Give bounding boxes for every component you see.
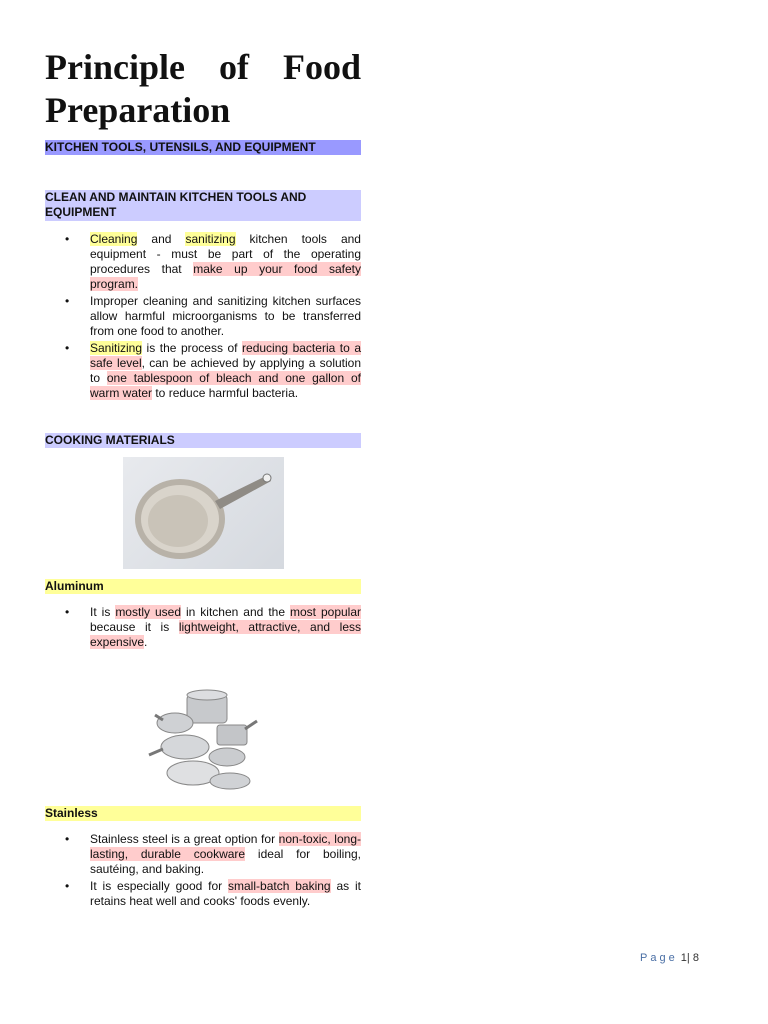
list-item: • Sanitizing is the process of reducing bacteria to a safe level, can be achieved by applying a solution to one tablespoon of bleach and one gallon of warm water to reduce harmful bacteria.: [65, 341, 362, 400]
text-span: in kitchen and the: [181, 605, 290, 619]
highlight-lightweight: lightweight, attractive, and less expensive: [90, 620, 361, 649]
text-span: and: [137, 232, 186, 246]
list-item: • Improper cleaning and sanitizing kitchen surfaces allow harmful microorganisms to be transferred from one food to another.: [65, 294, 361, 338]
highlight-sanitizing: sanitizing: [185, 232, 236, 246]
highlight-non-toxic: non-toxic, long-lasting, durable cookware: [90, 832, 361, 861]
text-span: because it is: [90, 620, 179, 634]
section-heading-clean-maintain: CLEAN AND MAINTAIN KITCHEN TOOLS AND EQUIPMENT: [45, 190, 361, 221]
clean-bullet-list: [45, 232, 361, 401]
highlight-food-safety: make up your food safety program.: [90, 262, 361, 291]
text-span: to reduce harmful bacteria.: [152, 386, 299, 400]
aluminum-bullet-list: [45, 605, 361, 650]
stainless-bullet-list: [45, 832, 361, 909]
text-span: .: [144, 635, 148, 649]
highlight-small-batch: small-batch baking: [228, 879, 331, 893]
stainless-cookware-image: [145, 685, 265, 793]
highlight-most-popular: most popular: [289, 605, 362, 619]
list-item: • It is especially good for small-batch baking as it retains heat well and cooks' foods evenly.: [65, 879, 361, 908]
page-word: Page: [640, 952, 678, 964]
list-item: • It is mostly used in kitchen and the most popular because it is lightweight, attractive, and less expensive.: [65, 605, 362, 649]
frying-pan-image: [123, 457, 284, 569]
list-item: • Cleaning and sanitizing kitchen tools and equipment - must be part of the operating procedures that make up your food safety program.: [65, 232, 361, 291]
highlight-mostly-used: mostly used: [115, 605, 181, 619]
text-span: ideal for boiling, sautéing, and baking.: [90, 847, 361, 876]
cookware-set-icon: [145, 685, 265, 793]
text-span: is the process of: [142, 341, 243, 355]
text-span: kitchen tools and equipment - must be part of the operating procedures that: [90, 232, 361, 276]
page-total: 8: [692, 952, 699, 964]
frying-pan-icon: [123, 457, 284, 569]
list-item: • Stainless steel is a great option for non-toxic, long-lasting, durable cookware ideal for boiling, sautéing, and baking.: [65, 832, 361, 876]
text-span: It is especially good for: [90, 879, 229, 893]
text-span: Stainless steel is a great option for: [90, 832, 279, 846]
highlight-bleach: one tablespoon of bleach and one gallon of warm water: [90, 371, 361, 400]
text-span: as it retains heat well and cooks' foods evenly.: [90, 879, 361, 908]
section-heading-cooking-materials: COOKING MATERIALS: [45, 433, 361, 448]
highlight-cleaning: Cleaning: [90, 232, 138, 246]
section-heading-kitchen-tools: KITCHEN TOOLS, UTENSILS, AND EQUIPMENT: [45, 140, 361, 155]
page-separator: |: [686, 952, 690, 964]
page-title: Principle of Food Preparation: [45, 47, 361, 130]
text-span: Improper cleaning and sanitizing kitchen surfaces allow harmful microorganisms to be transferred from one food to another.: [90, 294, 361, 338]
page-number: 1: [680, 952, 687, 964]
heading-stainless: Stainless: [45, 806, 361, 821]
page-footer: [640, 952, 699, 964]
text-span: , can be achieved by applying a solution to: [90, 356, 362, 385]
highlight-sanitizing: Sanitizing: [90, 341, 143, 355]
highlight-safe-level: reducing bacteria to a safe level: [90, 341, 362, 370]
heading-aluminum: Aluminum: [45, 579, 361, 594]
text-span: It is: [90, 605, 116, 619]
